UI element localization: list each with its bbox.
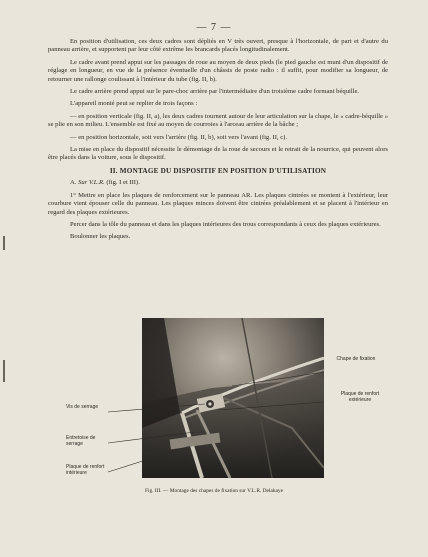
paragraph: Percer dans la tôle du panneau et dans les plaques intérieures des trous correspondants à ceux des plaques extérieures. [70,220,381,228]
label-entretoise: Entretoise de serrage [66,435,96,447]
page-number: — 7 — [196,22,232,33]
section-heading: II. MONTAGE DU DISPOSITIF EN POSITION D'UTILISATION [109,166,327,175]
paragraph: L'appareil monté peut se replier de trois façons : [70,100,198,108]
body-text [48,38,388,246]
edge-mark [3,360,5,382]
figure-caption: Fig. III. — Montage des chapes de fixation sur V.L.R. Delahaye [145,488,283,494]
edge-mark [3,236,5,250]
paragraph: 1° Mettre en place les plaques de renforcement sur le panneau AR. Les plaques cintrées se montent à l'extérieur, leur courbure vient épouser celle du panneau. Les plaques minces doivent être cintrées préalablement et se placent à l'intérieur en regard des plaques extérieures. [48,191,388,216]
label-vis: Vis de serrage [66,404,99,410]
paragraph: Le cadre avant prend appui sur les passages de roue au moyen de deux pieds (le pied gauche est muni d'un dispositif de réglage en longueur, en vue de la présence éventuelle d'un châssis de poste radio : il suffit, pour modifier sa longueur, de retourner une rallonge coulissant à l'intérieur du tube (fig. II, b). [48,58,388,83]
paragraph: Boulonner les plaques. [70,233,131,241]
list-item: — en position horizontale, soit vers l'arrière (fig. II, b), soit vers l'avant (fig. II, c). [70,133,287,141]
label-plaque-interieure: Plaque de renfort intérieure [66,464,105,476]
list-item: — en position verticale (fig. II, a), les deux cadres tournent autour de leur articulation sur la chape, le « cadre-béquille » se plie en son milieu. L'ensemble est fixé au moyen de courroies à l'arceau arrière de la bâche ; [48,112,388,129]
figure-photo [142,318,324,478]
paragraph: La mise en place du dispositif nécessite le démontage de la roue de secours et le retrait de la nourrice, qui peuvent alors être placés dans la voiture, sous le dispositif. [48,146,388,162]
paragraph: Le cadre arrière prend appui sur le pare-choc arrière par l'intermédiaire d'un troisième cadre formant béquille. [70,88,360,96]
label-plaque-exterieure: Plaque de renfort extérieure [340,391,380,403]
paragraph: En position d'utilisation, ces deux cadres sont dépliés en V très ouvert, presque à l'horizontale, de part et d'autre du panneau arrière, et supportent par leur côté extrême les brancards placés longitudinalement. [48,38,388,54]
photo-illustration [142,318,324,478]
label-chape: Chape de fixation [336,356,376,362]
subsection-heading: A. Sur V.L.R. (fig. I et III). [70,179,140,187]
